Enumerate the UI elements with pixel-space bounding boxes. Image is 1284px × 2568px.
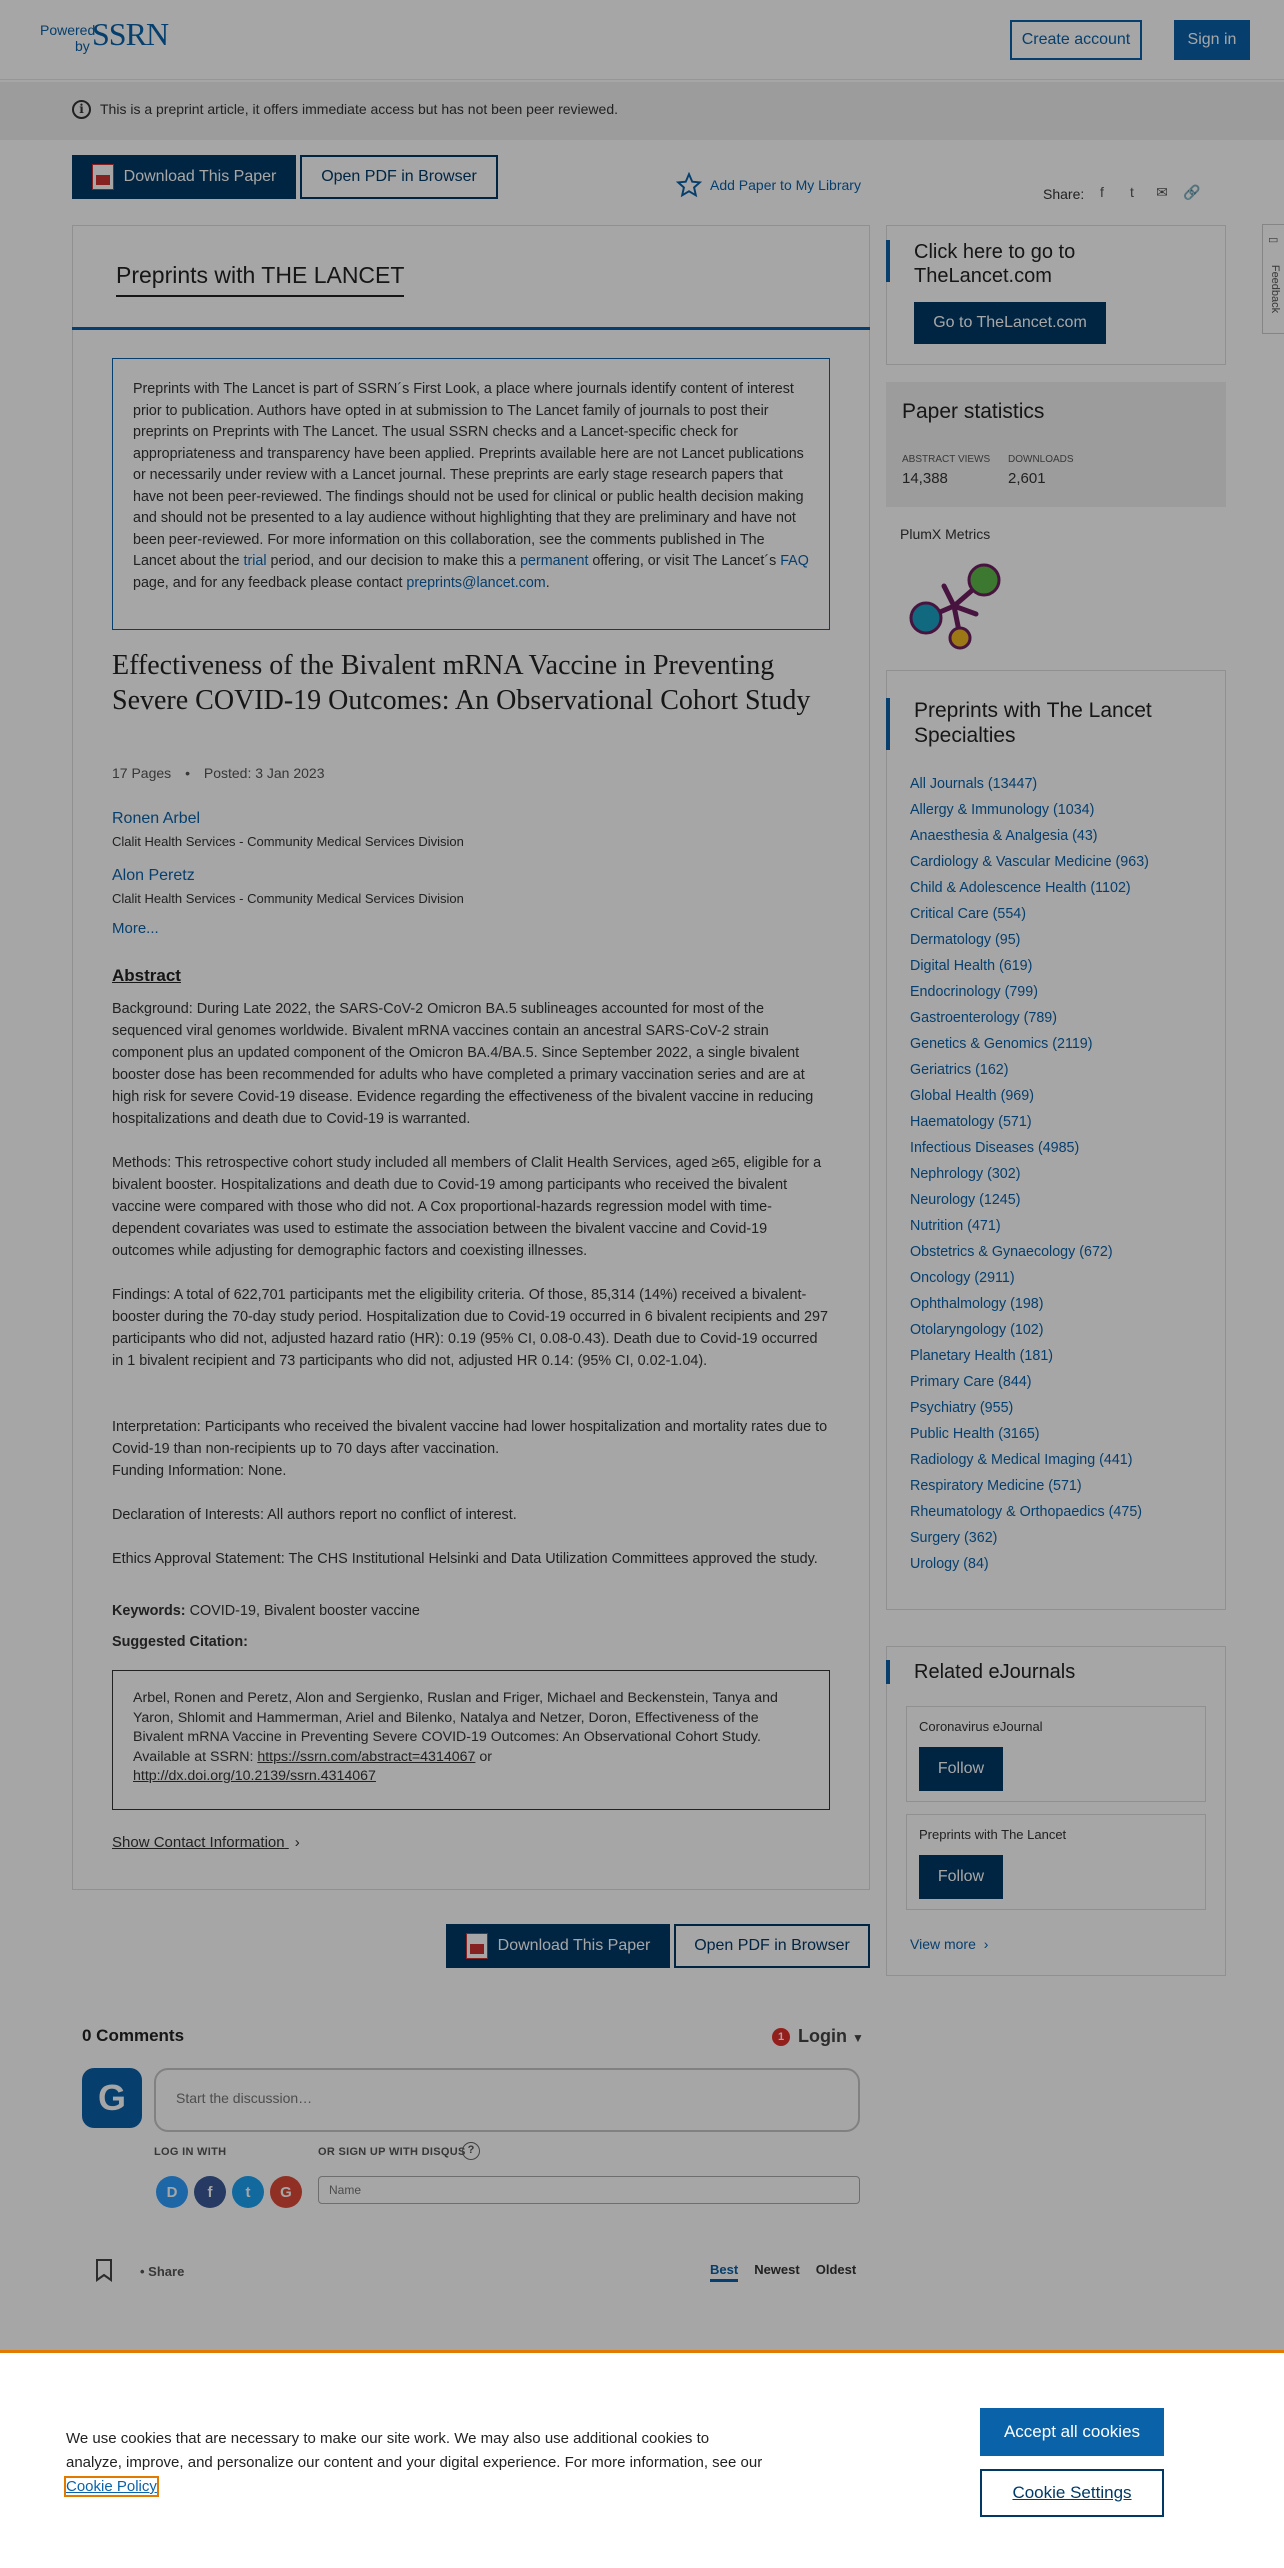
twitter-login-icon[interactable]: t bbox=[232, 2176, 264, 2208]
accept-cookies-button[interactable]: Accept all cookies bbox=[980, 2408, 1164, 2456]
page-count: 17 Pages bbox=[112, 765, 172, 781]
specialty-link[interactable]: Nutrition (471) bbox=[910, 1218, 1001, 1234]
keywords-label: Keywords: bbox=[112, 1603, 186, 1619]
specialty-link[interactable]: Radiology & Medical Imaging (441) bbox=[910, 1452, 1133, 1468]
more-authors-link[interactable]: More... bbox=[112, 920, 159, 937]
specialty-link[interactable]: Anaesthesia & Analgesia (43) bbox=[910, 828, 1098, 844]
specialty-link[interactable]: Critical Care (554) bbox=[910, 906, 1026, 922]
download-label: Download This Paper bbox=[497, 1937, 651, 1954]
cookie-policy-link[interactable]: Cookie Policy bbox=[66, 2478, 157, 2495]
specialty-link[interactable]: Endocrinology (799) bbox=[910, 984, 1038, 1000]
notice-text: This is a preprint article, it offers immediate access but has not been peer reviewed. bbox=[100, 101, 618, 117]
sort-newest-tab[interactable]: Newest bbox=[754, 2262, 800, 2277]
disqus-login-icon[interactable]: D bbox=[156, 2176, 188, 2208]
specialty-link[interactable]: Public Health (3165) bbox=[910, 1426, 1040, 1442]
facebook-icon[interactable]: f bbox=[1100, 184, 1104, 200]
logo-powered: Powered bbox=[40, 22, 96, 38]
permanent-link[interactable]: permanent bbox=[520, 553, 589, 569]
doi-link[interactable]: http://dx.doi.org/10.2139/ssrn.4314067 bbox=[133, 1768, 376, 1784]
specialty-link[interactable]: Haematology (571) bbox=[910, 1114, 1032, 1130]
declaration-interests: Declaration of Interests: All authors report no conflict of interest. bbox=[112, 1507, 517, 1523]
author-affiliation: Clalit Health Services - Community Medical Services Division bbox=[112, 891, 464, 906]
specialty-link[interactable]: Cardiology & Vascular Medicine (963) bbox=[910, 854, 1149, 870]
open-pdf-button[interactable]: Open PDF in Browser bbox=[300, 155, 498, 199]
faq-link[interactable]: FAQ bbox=[780, 553, 809, 569]
specialty-link[interactable]: Obstetrics & Gynaecology (672) bbox=[910, 1244, 1113, 1260]
paper-meta: 17 Pages • Posted: 3 Jan 2023 bbox=[112, 765, 325, 781]
email-icon[interactable]: ✉ bbox=[1156, 183, 1168, 200]
author-link[interactable]: Ronen Arbel bbox=[112, 810, 201, 827]
stats-title: Paper statistics bbox=[902, 400, 1045, 423]
keywords-value: COVID-19, Bivalent booster vaccine bbox=[189, 1603, 420, 1619]
share-label: Share: bbox=[1043, 186, 1085, 202]
citation-text: Arbel, Ronen and Peretz, Alon and Sergienko, Ruslan and Friger, Michael and Beckenstein, Tanya and Yaron, Shlomit and Hammerman, Ariel and Bilenko, Natalya and Netzer, Doron, Effectiveness of the Bivalent mRNA Vaccine in Preventing Severe COVID-19 Outcomes: An Observational Cohort Study. Available at SSRN: bbox=[133, 1690, 778, 1765]
abstract-methods: Methods: This retrospective cohort study included all members of Clalit Health Services, aged ≥65, eligible for a bivalent booster. Hospitalizations and death due to Covid-19 among participants who received the bivalent vaccine were compared with those who did not. A Cox proportional-hazards regression model with time-dependent covariates was used to estimate the association between the bivalent vaccine and Covid-19 outcomes while adjusting for demographic factors and coexisting illnesses. bbox=[112, 1155, 822, 1259]
sign-in-button[interactable]: Sign in bbox=[1174, 20, 1250, 60]
help-icon[interactable]: ? bbox=[462, 2142, 480, 2160]
abstract-background: Background: During Late 2022, the SARS-CoV-2 Omicron BA.5 sublineages accounted for most of the sequenced viral genomes worldwide. Bivalent mRNA vaccines contain an ancestral SARS-CoV-2 strain component plus an updated component of the Omicron BA.4/BA.5. Since September 2022, a single bivalent booster dose has been recommended for adults who have completed a primary vaccination series and are at high risk for severe Covid-19 disease. Evidence regarding the effectiveness of the bivalent vaccine in reducing hospitalizations and death due to Covid-19 is warranted. bbox=[112, 1001, 814, 1127]
specialty-link[interactable]: Planetary Health (181) bbox=[910, 1348, 1054, 1364]
login-label: Login bbox=[798, 2026, 847, 2046]
feedback-label: Feedback bbox=[1269, 264, 1281, 314]
sort-best-tab[interactable]: Best bbox=[710, 2262, 738, 2282]
funding-info: Funding Information: None. bbox=[112, 1463, 287, 1479]
abstract-heading: Abstract bbox=[112, 966, 181, 985]
specialty-link[interactable]: Rheumatology & Orthopaedics (475) bbox=[910, 1504, 1143, 1520]
share-comments-label: Share bbox=[148, 2264, 185, 2279]
specialty-link[interactable]: Otolaryngology (102) bbox=[910, 1322, 1044, 1338]
logo-ssrn: SSRN bbox=[92, 16, 169, 52]
related-ejournals-title: Related eJournals bbox=[914, 1661, 1076, 1683]
create-account-button[interactable]: Create account bbox=[1010, 20, 1142, 60]
chevron-right-icon: › bbox=[294, 1834, 300, 1851]
specialty-link[interactable]: Infectious Diseases (4985) bbox=[910, 1140, 1080, 1156]
show-contact-label: Show Contact Information bbox=[112, 1834, 285, 1851]
disclaimer-text: Preprints with The Lancet is part of SSRN´s First Look, a place where journals identify content of interest prior to publication. Authors have opted in at submission to The Lancet family of journals to post their preprints on Preprints with The Lancet. The usual SSRN checks and a Lancet-specific check for appropriateness and transparency have been applied. Preprints available here are not Lancet publications or necessarily under review with a Lancet journal. These preprints are early stage research papers that have not been peer-reviewed. The findings should not be used for clinical or public health decision making and should not be presented to a lay audience without highlighting that they are preliminary and have not been peer-reviewed. For more information on this collaboration, see the comments published in The Lancet about the bbox=[133, 381, 804, 569]
ethics-statement: Ethics Approval Statement: The CHS Institutional Helsinki and Data Utilization Committees approved the study. bbox=[112, 1551, 818, 1567]
comment-count: 0 Comments bbox=[82, 2026, 185, 2045]
author-link[interactable]: Alon Peretz bbox=[112, 867, 195, 884]
cookie-text bbox=[66, 2427, 766, 2499]
chevron-right-icon: › bbox=[983, 1936, 989, 1952]
disclaimer-text-2: period, and our decision to make this a bbox=[266, 553, 521, 569]
download-label: Download This Paper bbox=[123, 168, 277, 185]
lancet-cta-text: Click here to go to TheLancet.com bbox=[914, 241, 1076, 287]
sort-oldest-tab[interactable]: Oldest bbox=[815, 2262, 857, 2277]
link-icon[interactable]: 🔗 bbox=[1183, 183, 1201, 200]
specialty-link[interactable]: Allergy & Immunology (1034) bbox=[910, 802, 1095, 818]
specialty-link[interactable]: Child & Adolescence Health (1102) bbox=[910, 880, 1131, 896]
notification-badge: 1 bbox=[772, 2028, 790, 2046]
cookie-settings-button[interactable]: Cookie Settings bbox=[980, 2469, 1164, 2517]
suggested-citation-label: Suggested Citation: bbox=[112, 1634, 248, 1650]
specialty-link[interactable]: Dermatology (95) bbox=[910, 932, 1021, 948]
facebook-login-icon[interactable]: f bbox=[194, 2176, 226, 2208]
downloads-label: DOWNLOADS bbox=[1008, 454, 1074, 465]
citation-or: or bbox=[475, 1748, 492, 1765]
discussion-input[interactable]: Start the discussion… bbox=[154, 2068, 860, 2132]
specialty-link[interactable]: Primary Care (844) bbox=[910, 1374, 1032, 1390]
cookie-banner bbox=[0, 2350, 1284, 2568]
abstract-views-label: ABSTRACT VIEWS bbox=[902, 454, 991, 465]
specialty-link[interactable]: Nephrology (302) bbox=[910, 1166, 1021, 1182]
view-more-label: View more bbox=[910, 1936, 976, 1952]
ejournal-name: Coronavirus eJournal bbox=[919, 1719, 1043, 1734]
disclaimer-text-5: . bbox=[545, 574, 550, 591]
lancet-preprints-logo[interactable]: Preprints with THE LANCET bbox=[116, 262, 404, 297]
specialty-link[interactable]: Oncology (2911) bbox=[910, 1270, 1015, 1286]
open-pdf-button-bottom[interactable]: Open PDF in Browser bbox=[674, 1924, 870, 1968]
comment-icon: ▭ bbox=[1268, 234, 1279, 246]
go-to-lancet-button[interactable]: Go to TheLancet.com bbox=[914, 302, 1106, 344]
author-affiliation: Clalit Health Services - Community Medical Services Division bbox=[112, 834, 464, 849]
google-login-icon[interactable]: G bbox=[270, 2176, 302, 2208]
downloads-value: 2,601 bbox=[1008, 470, 1046, 487]
specialty-link[interactable]: Ophthalmology (198) bbox=[910, 1296, 1044, 1312]
email-link[interactable]: preprints@lancet.com bbox=[406, 574, 546, 591]
ssrn-abstract-link[interactable]: https://ssrn.com/abstract=4314067 bbox=[257, 1748, 476, 1765]
abstract-interpretation: Interpretation: Participants who received the bivalent vaccine had lower hospitalization and mortality rates due to Covid-19 than non-recipients up to 70 days after vaccination. bbox=[112, 1419, 828, 1457]
plumx-label: PlumX Metrics bbox=[900, 526, 991, 542]
follow-button[interactable]: Follow bbox=[919, 1855, 1003, 1899]
log-in-with-label: LOG IN WITH bbox=[154, 2146, 227, 2158]
abstract-views-value: 14,388 bbox=[902, 470, 948, 487]
specialty-link[interactable]: Gastroenterology (789) bbox=[910, 1010, 1058, 1026]
specialty-link[interactable]: Genetics & Genomics (2119) bbox=[910, 1036, 1093, 1052]
specialty-link[interactable]: Neurology (1245) bbox=[910, 1192, 1021, 1208]
cookie-message: We use cookies that are necessary to make our site work. We may also use additional cookies to analyze, improve, and personalize our content and your digital experience. For more information, see our bbox=[66, 2430, 763, 2471]
info-icon: i bbox=[72, 100, 91, 119]
ejournal-name: Preprints with The Lancet bbox=[919, 1827, 1067, 1842]
paper-title: Effectiveness of the Bivalent mRNA Vaccine in Preventing Severe COVID-19 Outcomes: An Observational Cohort Study bbox=[112, 650, 811, 716]
logo-by: by bbox=[75, 38, 90, 54]
specialty-link[interactable]: Geriatrics (162) bbox=[910, 1062, 1009, 1078]
disclaimer-text-3: offering, or visit The Lancet´s bbox=[588, 553, 781, 569]
specialty-link[interactable]: All Journals (13447) bbox=[910, 776, 1038, 792]
specialty-link[interactable]: Surgery (362) bbox=[910, 1530, 998, 1546]
specialties-title: Preprints with The Lancet Specialties bbox=[914, 699, 1152, 747]
posted-date: Posted: 3 Jan 2023 bbox=[203, 765, 325, 781]
share-button[interactable]: • Share bbox=[140, 2264, 185, 2279]
specialty-link[interactable]: Respiratory Medicine (571) bbox=[910, 1478, 1082, 1494]
trial-link[interactable]: trial bbox=[243, 553, 267, 569]
specialty-link[interactable]: Digital Health (619) bbox=[910, 958, 1033, 974]
follow-button[interactable]: Follow bbox=[919, 1747, 1003, 1791]
disclaimer-text-4: page, and for any feedback please contact bbox=[133, 574, 407, 591]
sign-up-label: OR SIGN UP WITH DISQUS bbox=[318, 2146, 466, 2158]
specialty-link[interactable]: Psychiatry (955) bbox=[910, 1400, 1014, 1416]
guest-avatar: G bbox=[82, 2068, 142, 2128]
add-library-label: Add Paper to My Library bbox=[710, 177, 861, 193]
caret-down-icon: ▼ bbox=[852, 2031, 864, 2045]
twitter-icon[interactable]: t bbox=[1130, 184, 1134, 200]
abstract-findings: Findings: A total of 622,701 participants met the eligibility criteria. Of those, 85,314 (14%) received a bivalent-booster during the 70-day study period. Hospitalization due to Covid-19 occurred in 6 bivalent recipients and 297 participants who did not, adjusted hazard ratio (HR): 0.19 (95% CI, 0.08-0.43). Death due to Covid-19 occurred in 1 bivalent recipient and 73 participants who did not, adjusted HR 0.14: (95% CI, 0.02-1.04). bbox=[112, 1287, 828, 1369]
specialty-link[interactable]: Global Health (969) bbox=[910, 1088, 1034, 1104]
specialty-link[interactable]: Urology (84) bbox=[910, 1556, 989, 1572]
